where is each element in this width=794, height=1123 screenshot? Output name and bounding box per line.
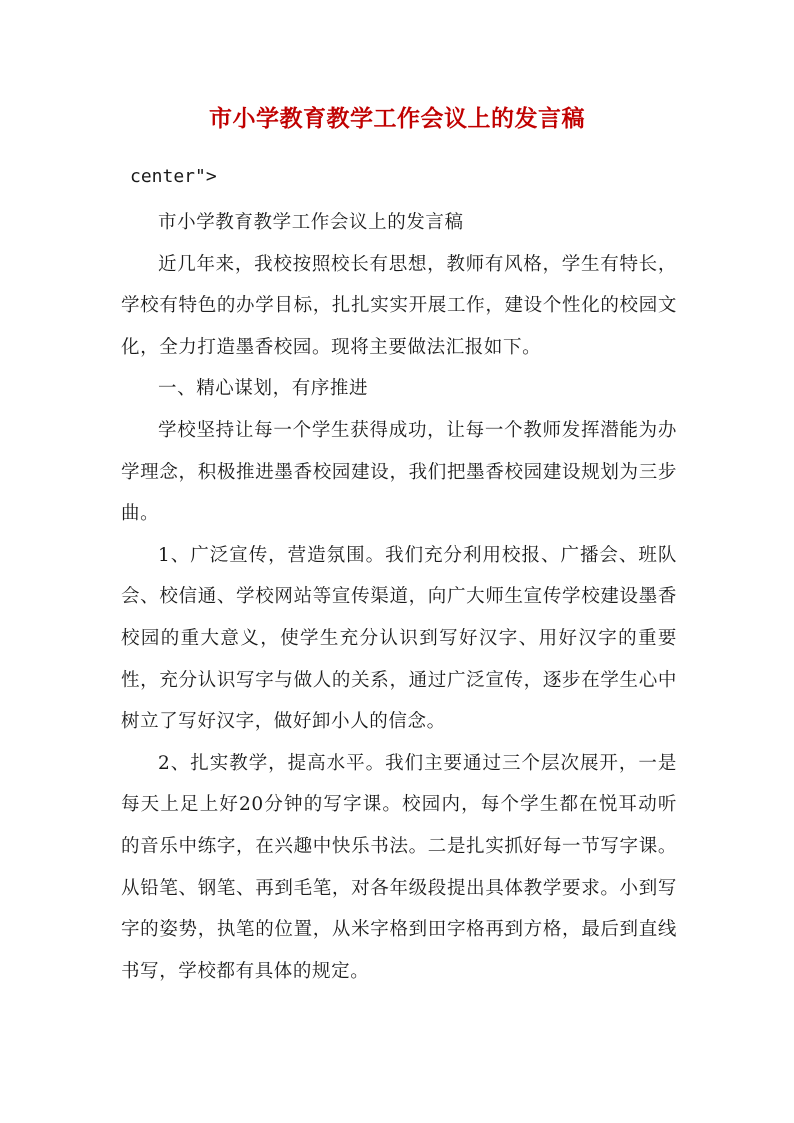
paragraph-item-2: 2、扎实教学，提高水平。我们主要通过三个层次展开，一是每天上足上好20分钟的写字课。校园内，每个学生都在悦耳动听的音乐中练字，在兴趣中快乐书法。二是扎实抓好每一节写字课。从铅笔、钢笔、再到毛笔，对各年级段提出具体教学要求。小到写字的姿势，执笔的位置，从米字格到田字格再到方格，最后到直线书写，学校都有具体的规定。 <box>121 752 677 982</box>
section-heading-1: 一、精心谋划，有序推进 <box>158 378 369 400</box>
stray-markup-text: center"> <box>130 166 217 187</box>
document-title: 市小学教育教学工作会议上的发言稿 <box>209 105 585 132</box>
paragraph-heading: 市小学教育教学工作会议上的发言稿 <box>158 212 464 233</box>
paragraph-intro: 近几年来，我校按照校长有思想，教师有风格，学生有特长，学校有特色的办学目标，扎扎实实开展工作，建设个性化的校园文化，全力打造墨香校园。现将主要做法汇报如下。 <box>121 253 677 358</box>
document-body <box>121 202 677 992</box>
paragraph-item-1: 1、广泛宣传，营造氛围。我们充分利用校报、广播会、班队会、校信通、学校网站等宣传渠道，向广大师生宣传学校建设墨香校园的重大意义，使学生充分认识到写好汉字、用好汉字的重要性，充分认识写字与做人的关系，通过广泛宣传，逐步在学生心中树立了写好汉字，做好卸小人的信念。 <box>121 544 677 733</box>
paragraph-section-1: 学校坚持让每一个学生获得成功，让每一个教师发挥潜能为办学理念，积极推进墨香校园建设，我们把墨香校园建设规划为三步曲。 <box>121 419 677 525</box>
